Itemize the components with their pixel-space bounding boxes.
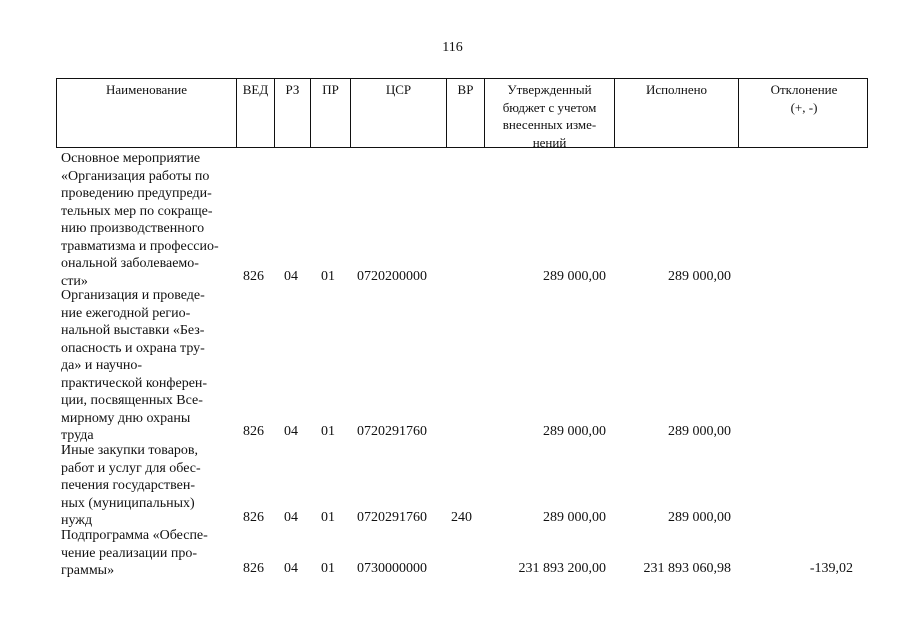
row-ved: 826 [243, 561, 264, 576]
row-name: Иные закупки товаров, работ и услуг для обес- печения государствен- ных (муниципальных) нужд [61, 443, 201, 528]
row-deviation: -139,02 [809, 561, 853, 576]
row-csr: 0720291760 [357, 510, 427, 525]
row-pr: 01 [321, 510, 335, 525]
row-budget: 289 000,00 [543, 424, 606, 439]
row-executed: 289 000,00 [668, 424, 731, 439]
header-pr: ПР [311, 79, 351, 147]
header-executed: Исполнено [615, 79, 739, 147]
header-name: Наименование [57, 79, 237, 147]
row-name: Подпрограмма «Обеспе- чение реализации про- граммы» [61, 528, 208, 578]
header-rz: РЗ [275, 79, 311, 147]
header-csr: ЦСР [351, 79, 447, 147]
row-executed: 231 893 060,98 [643, 561, 731, 576]
row-rz: 04 [284, 424, 298, 439]
row-budget: 289 000,00 [543, 269, 606, 284]
row-budget: 289 000,00 [543, 510, 606, 525]
table-header [56, 78, 868, 148]
row-executed: 289 000,00 [668, 269, 731, 284]
row-budget: 231 893 200,00 [518, 561, 606, 576]
table-row [0, 442, 905, 530]
header-deviation: Отклонение (+, -) [770, 82, 838, 115]
header-vr: ВР [447, 79, 485, 147]
row-name: Организация и проведе- ние ежегодной регио- нальной выставки «Без- опасность и охрана тру- да» и научно- практической конферен- ции, посвященных Все- мирному дню охраны труда [61, 288, 208, 443]
row-csr: 0720200000 [357, 269, 427, 284]
page-number: 116 [442, 40, 463, 55]
row-executed: 289 000,00 [668, 510, 731, 525]
table-row [0, 287, 905, 442]
row-pr: 01 [321, 269, 335, 284]
header-ved: ВЕД [237, 79, 275, 147]
row-ved: 826 [243, 510, 264, 525]
table-row [0, 527, 905, 583]
row-rz: 04 [284, 561, 298, 576]
row-csr: 0730000000 [357, 561, 427, 576]
row-vr: 240 [451, 510, 472, 525]
row-name: Основное мероприятие «Организация работы по проведению предупреди- тельных мер по сокраще- нию производственного травматизма и профессио- ональной заболеваемо- сти» [61, 151, 219, 289]
table-row [0, 150, 905, 289]
row-ved: 826 [243, 424, 264, 439]
row-pr: 01 [321, 424, 335, 439]
row-rz: 04 [284, 269, 298, 284]
row-ved: 826 [243, 269, 264, 284]
row-pr: 01 [321, 561, 335, 576]
header-budget: Утвержденный бюджет с учетом внесенных изме- нений [485, 79, 615, 147]
row-rz: 04 [284, 510, 298, 525]
row-csr: 0720291760 [357, 424, 427, 439]
